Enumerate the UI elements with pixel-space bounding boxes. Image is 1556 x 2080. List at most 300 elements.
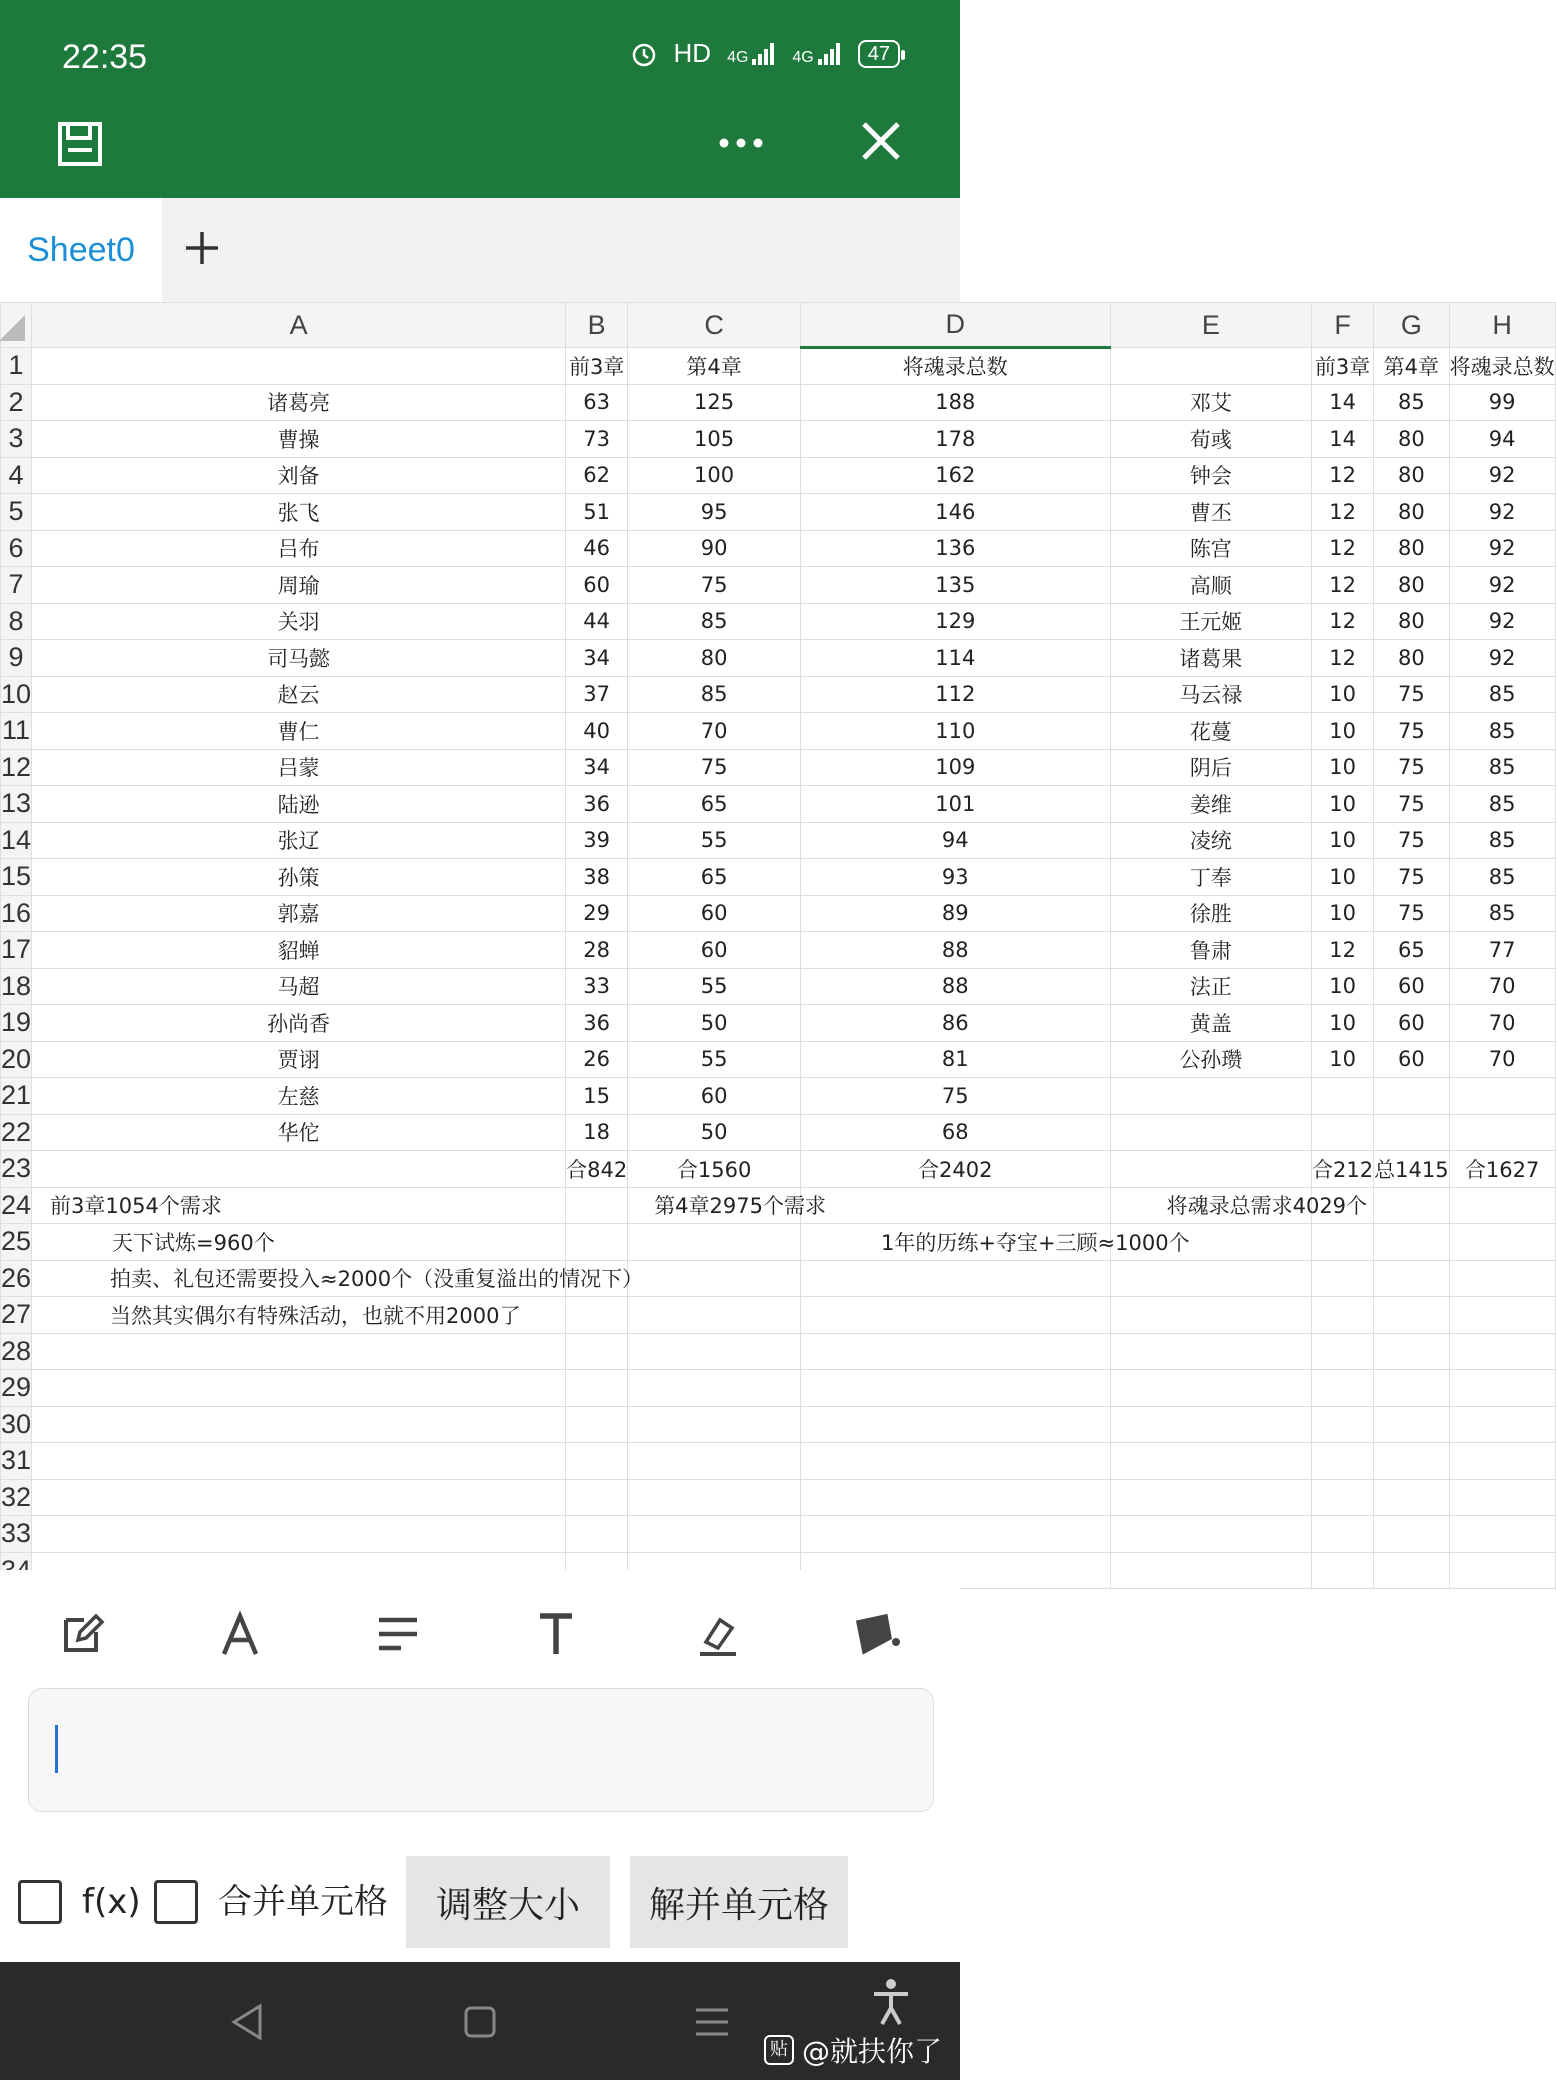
cell-e15[interactable]: 丁奉 xyxy=(1110,859,1311,896)
cell-c26[interactable] xyxy=(628,1260,801,1297)
cell-d7[interactable]: 135 xyxy=(801,567,1111,604)
cell-b29[interactable] xyxy=(566,1370,628,1407)
cell-e19[interactable]: 黄盖 xyxy=(1110,1005,1311,1042)
cell-e32[interactable] xyxy=(1110,1479,1311,1516)
row-header[interactable]: 9 xyxy=(1,640,32,677)
cell-b32[interactable] xyxy=(566,1479,628,1516)
cell-d9[interactable]: 114 xyxy=(801,640,1111,677)
cell-g10[interactable]: 75 xyxy=(1374,676,1449,713)
cell-h30[interactable] xyxy=(1449,1406,1555,1443)
cell-b23[interactable]: 合842 xyxy=(566,1151,628,1188)
cell-a16[interactable]: 郭嘉 xyxy=(32,895,566,932)
merge-checkbox[interactable] xyxy=(154,1880,198,1924)
cell-f18[interactable]: 10 xyxy=(1312,968,1374,1005)
cell-a15[interactable]: 孙策 xyxy=(32,859,566,896)
highlight-button[interactable] xyxy=(694,1610,742,1658)
cell-h22[interactable] xyxy=(1449,1114,1555,1151)
row-header[interactable]: 13 xyxy=(1,786,32,823)
cell-a22[interactable]: 华佗 xyxy=(32,1114,566,1151)
cell-b31[interactable] xyxy=(566,1443,628,1480)
cell-h32[interactable] xyxy=(1449,1479,1555,1516)
cell-e12[interactable]: 阴后 xyxy=(1110,749,1311,786)
accessibility-icon[interactable] xyxy=(866,1976,916,2026)
cell-c15[interactable]: 65 xyxy=(628,859,801,896)
cell-d17[interactable]: 88 xyxy=(801,932,1111,969)
cell-c10[interactable]: 85 xyxy=(628,676,801,713)
cell-d5[interactable]: 146 xyxy=(801,494,1111,531)
cell-f31[interactable] xyxy=(1312,1443,1374,1480)
row-header[interactable]: 16 xyxy=(1,895,32,932)
cell-d31[interactable] xyxy=(801,1443,1111,1480)
row-header[interactable]: 15 xyxy=(1,859,32,896)
cell-f14[interactable]: 10 xyxy=(1312,822,1374,859)
cell-h8[interactable]: 92 xyxy=(1449,603,1555,640)
cell-e16[interactable]: 徐胜 xyxy=(1110,895,1311,932)
cell-e22[interactable] xyxy=(1110,1114,1311,1151)
cell-h29[interactable] xyxy=(1449,1370,1555,1407)
cell-d24[interactable] xyxy=(801,1187,1111,1224)
cell-b21[interactable]: 15 xyxy=(566,1078,628,1115)
cell-a29[interactable] xyxy=(32,1370,566,1407)
cell-c27[interactable] xyxy=(628,1297,801,1334)
cell-c16[interactable]: 60 xyxy=(628,895,801,932)
cell-a1[interactable] xyxy=(32,348,566,385)
cell-b14[interactable]: 39 xyxy=(566,822,628,859)
column-header-e[interactable]: E xyxy=(1110,303,1311,348)
cell-g26[interactable] xyxy=(1374,1260,1449,1297)
row-header[interactable]: 27 xyxy=(1,1297,32,1334)
row-header[interactable]: 31 xyxy=(1,1443,32,1480)
add-sheet-button[interactable] xyxy=(182,228,222,268)
back-nav-button[interactable] xyxy=(226,2000,270,2044)
cell-d6[interactable]: 136 xyxy=(801,530,1111,567)
cell-h13[interactable]: 85 xyxy=(1449,786,1555,823)
cell-f28[interactable] xyxy=(1312,1333,1374,1370)
cell-c2[interactable]: 125 xyxy=(628,384,801,421)
cell-f32[interactable] xyxy=(1312,1479,1374,1516)
cell-g29[interactable] xyxy=(1374,1370,1449,1407)
close-button[interactable] xyxy=(858,118,904,164)
cell-d22[interactable]: 68 xyxy=(801,1114,1111,1151)
row-header[interactable]: 6 xyxy=(1,530,32,567)
cell-f3[interactable]: 14 xyxy=(1312,421,1374,458)
cell-b1[interactable]: 前3章 xyxy=(566,348,628,385)
cell-a4[interactable]: 刘备 xyxy=(32,457,566,494)
cell-g22[interactable] xyxy=(1374,1114,1449,1151)
cell-d26[interactable] xyxy=(801,1260,1111,1297)
cell-a7[interactable]: 周瑜 xyxy=(32,567,566,604)
select-all-corner[interactable] xyxy=(1,303,32,348)
more-button[interactable] xyxy=(716,128,766,158)
cell-g6[interactable]: 80 xyxy=(1374,530,1449,567)
cell-d16[interactable]: 89 xyxy=(801,895,1111,932)
cell-c4[interactable]: 100 xyxy=(628,457,801,494)
cell-e6[interactable]: 陈宫 xyxy=(1110,530,1311,567)
edit-cell-button[interactable] xyxy=(58,1610,106,1658)
cell-h7[interactable]: 92 xyxy=(1449,567,1555,604)
cell-b33[interactable] xyxy=(566,1516,628,1553)
cell-e17[interactable]: 鲁肃 xyxy=(1110,932,1311,969)
cell-h5[interactable]: 92 xyxy=(1449,494,1555,531)
cell-a6[interactable]: 吕布 xyxy=(32,530,566,567)
cell-b7[interactable]: 60 xyxy=(566,567,628,604)
row-header[interactable]: 10 xyxy=(1,676,32,713)
cell-h34[interactable] xyxy=(1449,1552,1555,1589)
cell-f30[interactable] xyxy=(1312,1406,1374,1443)
cell-e30[interactable] xyxy=(1110,1406,1311,1443)
cell-c3[interactable]: 105 xyxy=(628,421,801,458)
cell-b2[interactable]: 63 xyxy=(566,384,628,421)
cell-c22[interactable]: 50 xyxy=(628,1114,801,1151)
cell-d20[interactable]: 81 xyxy=(801,1041,1111,1078)
cell-c30[interactable] xyxy=(628,1406,801,1443)
cell-d29[interactable] xyxy=(801,1370,1111,1407)
cell-b22[interactable]: 18 xyxy=(566,1114,628,1151)
row-header[interactable]: 21 xyxy=(1,1078,32,1115)
cell-b13[interactable]: 36 xyxy=(566,786,628,823)
column-header-b[interactable]: B xyxy=(566,303,628,348)
cell-a5[interactable]: 张飞 xyxy=(32,494,566,531)
cell-d8[interactable]: 129 xyxy=(801,603,1111,640)
cell-h3[interactable]: 94 xyxy=(1449,421,1555,458)
cell-a19[interactable]: 孙尚香 xyxy=(32,1005,566,1042)
row-header[interactable]: 14 xyxy=(1,822,32,859)
row-header[interactable]: 29 xyxy=(1,1370,32,1407)
cell-d23[interactable]: 合2402 xyxy=(801,1151,1111,1188)
cell-f16[interactable]: 10 xyxy=(1312,895,1374,932)
cell-a12[interactable]: 吕蒙 xyxy=(32,749,566,786)
row-header[interactable]: 22 xyxy=(1,1114,32,1151)
cell-a25[interactable] xyxy=(32,1224,566,1261)
cell-g21[interactable] xyxy=(1374,1078,1449,1115)
cell-c8[interactable]: 85 xyxy=(628,603,801,640)
cell-c7[interactable]: 75 xyxy=(628,567,801,604)
font-button[interactable] xyxy=(216,1610,264,1658)
cell-e3[interactable]: 荀彧 xyxy=(1110,421,1311,458)
cell-d2[interactable]: 188 xyxy=(801,384,1111,421)
cell-e24[interactable] xyxy=(1110,1187,1368,1224)
cell-g28[interactable] xyxy=(1374,1333,1449,1370)
cell-g17[interactable]: 65 xyxy=(1374,932,1449,969)
cell-e8[interactable]: 王元姬 xyxy=(1110,603,1311,640)
cell-h10[interactable]: 85 xyxy=(1449,676,1555,713)
row-header[interactable]: 32 xyxy=(1,1479,32,1516)
cell-e11[interactable]: 花蔓 xyxy=(1110,713,1311,750)
cell-g24[interactable] xyxy=(1374,1187,1449,1224)
cell-h6[interactable]: 92 xyxy=(1449,530,1555,567)
cell-b9[interactable]: 34 xyxy=(566,640,628,677)
cell-b28[interactable] xyxy=(566,1333,628,1370)
unmerge-button[interactable]: 解并单元格 xyxy=(630,1856,848,1948)
cell-d15[interactable]: 93 xyxy=(801,859,1111,896)
cell-b16[interactable]: 29 xyxy=(566,895,628,932)
spreadsheet-grid[interactable] xyxy=(0,302,1555,1570)
cell-h16[interactable]: 85 xyxy=(1449,895,1555,932)
cell-e31[interactable] xyxy=(1110,1443,1311,1480)
cell-b27[interactable] xyxy=(566,1297,628,1334)
cell-c31[interactable] xyxy=(628,1443,801,1480)
cell-c28[interactable] xyxy=(628,1333,801,1370)
cell-e28[interactable] xyxy=(1110,1333,1311,1370)
row-header[interactable]: 33 xyxy=(1,1516,32,1553)
fx-checkbox[interactable] xyxy=(18,1880,62,1924)
cell-b19[interactable]: 36 xyxy=(566,1005,628,1042)
row-header[interactable]: 11 xyxy=(1,713,32,750)
cell-f25[interactable] xyxy=(1312,1224,1374,1261)
cell-f10[interactable]: 10 xyxy=(1312,676,1374,713)
cell-d4[interactable]: 162 xyxy=(801,457,1111,494)
cell-h1[interactable]: 将魂录总数 xyxy=(1449,348,1555,385)
cell-c17[interactable]: 60 xyxy=(628,932,801,969)
menu-nav-button[interactable] xyxy=(690,2000,734,2044)
cell-a9[interactable]: 司马懿 xyxy=(32,640,566,677)
cell-h14[interactable]: 85 xyxy=(1449,822,1555,859)
cell-c25[interactable] xyxy=(628,1224,801,1261)
cell-g4[interactable]: 80 xyxy=(1374,457,1449,494)
cell-f19[interactable]: 10 xyxy=(1312,1005,1374,1042)
text-format-button[interactable] xyxy=(532,1610,580,1658)
cell-a10[interactable]: 赵云 xyxy=(32,676,566,713)
cell-b8[interactable]: 44 xyxy=(566,603,628,640)
cell-b25[interactable] xyxy=(566,1224,628,1261)
cell-g8[interactable]: 80 xyxy=(1374,603,1449,640)
cell-a18[interactable]: 马超 xyxy=(32,968,566,1005)
cell-h21[interactable] xyxy=(1449,1078,1555,1115)
row-header[interactable]: 25 xyxy=(1,1224,32,1261)
cell-d33[interactable] xyxy=(801,1516,1111,1553)
cell-h9[interactable]: 92 xyxy=(1449,640,1555,677)
cell-f20[interactable]: 10 xyxy=(1312,1041,1374,1078)
cell-b12[interactable]: 34 xyxy=(566,749,628,786)
cell-c21[interactable]: 60 xyxy=(628,1078,801,1115)
cell-g5[interactable]: 80 xyxy=(1374,494,1449,531)
cell-e33[interactable] xyxy=(1110,1516,1311,1553)
cell-g3[interactable]: 80 xyxy=(1374,421,1449,458)
cell-a11[interactable]: 曹仁 xyxy=(32,713,566,750)
cell-c11[interactable]: 70 xyxy=(628,713,801,750)
row-header[interactable]: 17 xyxy=(1,932,32,969)
cell-g11[interactable]: 75 xyxy=(1374,713,1449,750)
row-header[interactable]: 19 xyxy=(1,1005,32,1042)
cell-c12[interactable]: 75 xyxy=(628,749,801,786)
cell-f7[interactable]: 12 xyxy=(1312,567,1374,604)
cell-g9[interactable]: 80 xyxy=(1374,640,1449,677)
cell-g27[interactable] xyxy=(1374,1297,1449,1334)
cell-a13[interactable]: 陆逊 xyxy=(32,786,566,823)
cell-d3[interactable]: 178 xyxy=(801,421,1111,458)
cell-c24[interactable] xyxy=(628,1187,826,1224)
cell-e18[interactable]: 法正 xyxy=(1110,968,1311,1005)
cell-d21[interactable]: 75 xyxy=(801,1078,1111,1115)
row-header[interactable]: 1 xyxy=(1,348,32,385)
cell-d14[interactable]: 94 xyxy=(801,822,1111,859)
cell-c13[interactable]: 65 xyxy=(628,786,801,823)
cell-e4[interactable]: 钟会 xyxy=(1110,457,1311,494)
row-header[interactable]: 20 xyxy=(1,1041,32,1078)
cell-h27[interactable] xyxy=(1449,1297,1555,1334)
cell-b15[interactable]: 38 xyxy=(566,859,628,896)
cell-c23[interactable]: 合1560 xyxy=(628,1151,801,1188)
cell-g14[interactable]: 75 xyxy=(1374,822,1449,859)
cell-d12[interactable]: 109 xyxy=(801,749,1111,786)
cell-c5[interactable]: 95 xyxy=(628,494,801,531)
cell-e7[interactable]: 高顺 xyxy=(1110,567,1311,604)
cell-c6[interactable]: 90 xyxy=(628,530,801,567)
cell-e1[interactable] xyxy=(1110,348,1311,385)
cell-c9[interactable]: 80 xyxy=(628,640,801,677)
row-header[interactable]: 28 xyxy=(1,1333,32,1370)
cell-h2[interactable]: 99 xyxy=(1449,384,1555,421)
row-header[interactable]: 18 xyxy=(1,968,32,1005)
cell-g19[interactable]: 60 xyxy=(1374,1005,1449,1042)
cell-g20[interactable]: 60 xyxy=(1374,1041,1449,1078)
row-header[interactable]: 12 xyxy=(1,749,32,786)
cell-e27[interactable] xyxy=(1110,1297,1311,1334)
cell-h11[interactable]: 85 xyxy=(1449,713,1555,750)
cell-h24[interactable] xyxy=(1449,1187,1555,1224)
cell-a33[interactable] xyxy=(32,1516,566,1553)
cell-c19[interactable]: 50 xyxy=(628,1005,801,1042)
row-header[interactable]: 7 xyxy=(1,567,32,604)
cell-input[interactable] xyxy=(28,1688,934,1812)
cell-h26[interactable] xyxy=(1449,1260,1555,1297)
cell-a3[interactable]: 曹操 xyxy=(32,421,566,458)
cell-a32[interactable] xyxy=(32,1479,566,1516)
cell-b24[interactable] xyxy=(566,1187,628,1224)
cell-e23[interactable] xyxy=(1110,1151,1311,1188)
cell-c20[interactable]: 55 xyxy=(628,1041,801,1078)
cell-g15[interactable]: 75 xyxy=(1374,859,1449,896)
fill-color-button[interactable] xyxy=(854,1610,902,1658)
column-header-c[interactable]: C xyxy=(628,303,801,348)
cell-f33[interactable] xyxy=(1312,1516,1374,1553)
cell-g33[interactable] xyxy=(1374,1516,1449,1553)
cell-g18[interactable]: 60 xyxy=(1374,968,1449,1005)
cell-b18[interactable]: 33 xyxy=(566,968,628,1005)
cell-h20[interactable]: 70 xyxy=(1449,1041,1555,1078)
cell-a21[interactable]: 左慈 xyxy=(32,1078,566,1115)
cell-f23[interactable]: 合212 xyxy=(1312,1151,1374,1188)
cell-d19[interactable]: 86 xyxy=(801,1005,1111,1042)
cell-a17[interactable]: 貂蝉 xyxy=(32,932,566,969)
column-header-h[interactable]: H xyxy=(1449,303,1555,348)
cell-h23[interactable]: 合1627 xyxy=(1449,1151,1555,1188)
home-nav-button[interactable] xyxy=(458,2000,502,2044)
cell-c18[interactable]: 55 xyxy=(628,968,801,1005)
row-header[interactable]: 4 xyxy=(1,457,32,494)
cell-b20[interactable]: 26 xyxy=(566,1041,628,1078)
cell-e29[interactable] xyxy=(1110,1370,1311,1407)
cell-d18[interactable]: 88 xyxy=(801,968,1111,1005)
cell-f2[interactable]: 14 xyxy=(1312,384,1374,421)
cell-b10[interactable]: 37 xyxy=(566,676,628,713)
cell-f13[interactable]: 10 xyxy=(1312,786,1374,823)
row-header[interactable]: 23 xyxy=(1,1151,32,1188)
cell-h28[interactable] xyxy=(1449,1333,1555,1370)
row-header[interactable]: 30 xyxy=(1,1406,32,1443)
cell-f12[interactable]: 10 xyxy=(1312,749,1374,786)
cell-d13[interactable]: 101 xyxy=(801,786,1111,823)
cell-d27[interactable] xyxy=(801,1297,1111,1334)
cell-f8[interactable]: 12 xyxy=(1312,603,1374,640)
cell-h15[interactable]: 85 xyxy=(1449,859,1555,896)
cell-d10[interactable]: 112 xyxy=(801,676,1111,713)
cell-c32[interactable] xyxy=(628,1479,801,1516)
cell-b17[interactable]: 28 xyxy=(566,932,628,969)
cell-h17[interactable]: 77 xyxy=(1449,932,1555,969)
cell-f17[interactable]: 12 xyxy=(1312,932,1374,969)
column-header-d[interactable]: D xyxy=(801,303,1111,348)
cell-a14[interactable]: 张辽 xyxy=(32,822,566,859)
cell-a26[interactable] xyxy=(32,1260,644,1297)
cell-b3[interactable]: 73 xyxy=(566,421,628,458)
cell-e2[interactable]: 邓艾 xyxy=(1110,384,1311,421)
cell-f26[interactable] xyxy=(1312,1260,1374,1297)
cell-b6[interactable]: 46 xyxy=(566,530,628,567)
row-header[interactable]: 26 xyxy=(1,1260,32,1297)
cell-h33[interactable] xyxy=(1449,1516,1555,1553)
cell-f21[interactable] xyxy=(1312,1078,1374,1115)
cell-g16[interactable]: 75 xyxy=(1374,895,1449,932)
cell-h31[interactable] xyxy=(1449,1443,1555,1480)
cell-e13[interactable]: 姜维 xyxy=(1110,786,1311,823)
cell-e5[interactable]: 曹丕 xyxy=(1110,494,1311,531)
cell-g7[interactable]: 80 xyxy=(1374,567,1449,604)
cell-a28[interactable] xyxy=(32,1333,566,1370)
row-header[interactable]: 24 xyxy=(1,1187,32,1224)
column-header-g[interactable]: G xyxy=(1374,303,1449,348)
cell-a8[interactable]: 关羽 xyxy=(32,603,566,640)
cell-e20[interactable]: 公孙瓒 xyxy=(1110,1041,1311,1078)
save-button[interactable] xyxy=(56,120,104,168)
cell-b5[interactable]: 51 xyxy=(566,494,628,531)
cell-g31[interactable] xyxy=(1374,1443,1449,1480)
cell-g1[interactable]: 第4章 xyxy=(1374,348,1449,385)
cell-g12[interactable]: 75 xyxy=(1374,749,1449,786)
cell-e26[interactable] xyxy=(1110,1260,1311,1297)
cell-e34[interactable] xyxy=(1110,1552,1311,1589)
cell-f34[interactable] xyxy=(1312,1552,1374,1589)
align-button[interactable] xyxy=(374,1610,422,1658)
cell-g32[interactable] xyxy=(1374,1479,1449,1516)
cell-f22[interactable] xyxy=(1312,1114,1374,1151)
cell-g34[interactable] xyxy=(1374,1552,1449,1589)
resize-button[interactable]: 调整大小 xyxy=(406,1856,610,1948)
cell-d32[interactable] xyxy=(801,1479,1111,1516)
cell-f5[interactable]: 12 xyxy=(1312,494,1374,531)
cell-d25[interactable] xyxy=(801,1224,1190,1261)
cell-h18[interactable]: 70 xyxy=(1449,968,1555,1005)
tab-sheet0[interactable]: Sheet0 xyxy=(0,198,162,302)
row-header[interactable]: 2 xyxy=(1,384,32,421)
cell-f1[interactable]: 前3章 xyxy=(1312,348,1374,385)
cell-g23[interactable]: 总1415 xyxy=(1374,1151,1449,1188)
cell-h25[interactable] xyxy=(1449,1224,1555,1261)
cell-g2[interactable]: 85 xyxy=(1374,384,1449,421)
row-header[interactable]: 5 xyxy=(1,494,32,531)
row-header[interactable]: 8 xyxy=(1,603,32,640)
cell-g30[interactable] xyxy=(1374,1406,1449,1443)
cell-b11[interactable]: 40 xyxy=(566,713,628,750)
cell-d11[interactable]: 110 xyxy=(801,713,1111,750)
cell-f4[interactable]: 12 xyxy=(1312,457,1374,494)
cell-c29[interactable] xyxy=(628,1370,801,1407)
cell-f6[interactable]: 12 xyxy=(1312,530,1374,567)
cell-g25[interactable] xyxy=(1374,1224,1449,1261)
cell-e10[interactable]: 马云禄 xyxy=(1110,676,1311,713)
cell-h19[interactable]: 70 xyxy=(1449,1005,1555,1042)
cell-f29[interactable] xyxy=(1312,1370,1374,1407)
